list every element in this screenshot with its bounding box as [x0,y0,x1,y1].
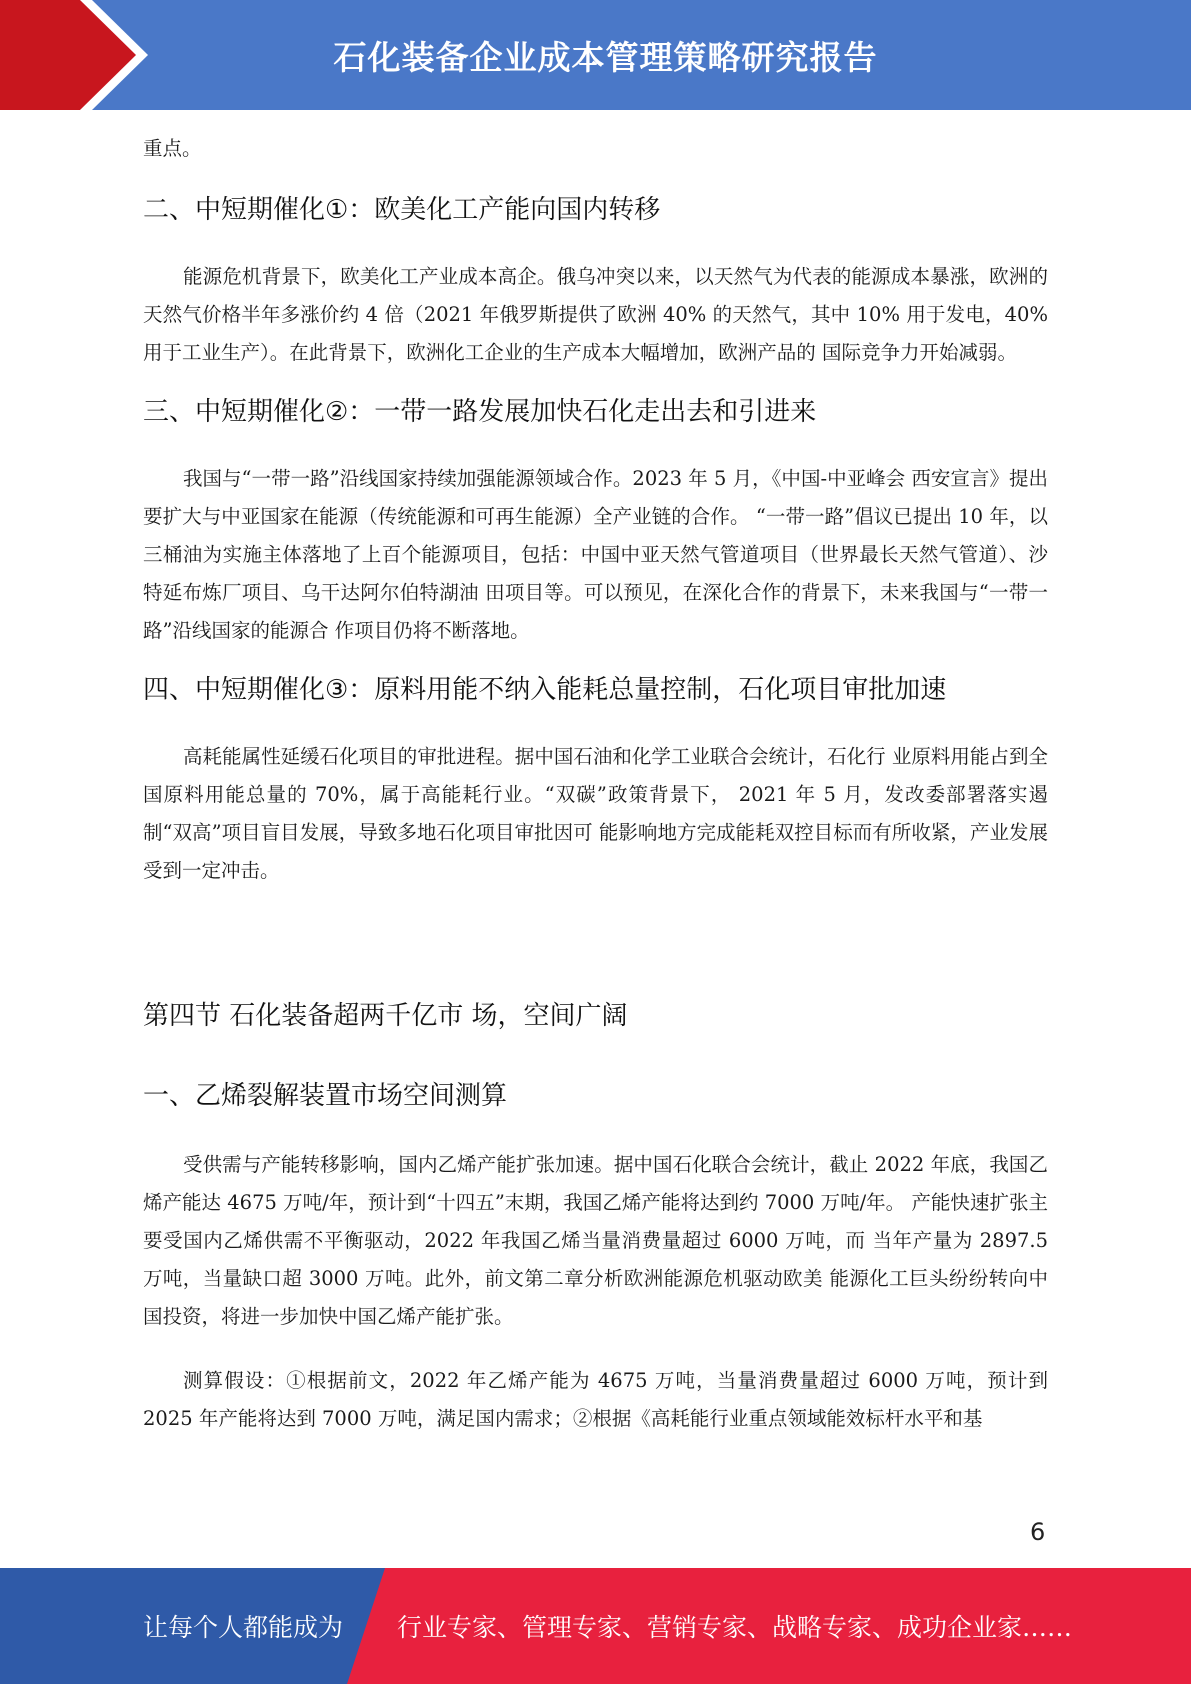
paragraph-assumptions: 测算假设：①根据前文，2022 年乙烯产能为 4675 万吨，当量消费量超过 6000 万吨，预计到 2025 年产能将达到 7000 万吨，满足国内需求；②根据《高耗能行业重点领域能效标杆水平和基 [143,1369,1048,1430]
report-title: 石化装备企业成本管理策略研究报告 [333,37,878,77]
document-body [143,130,1048,1438]
heading-ethylene-market: 一、乙烯裂解装置市场空间测算 [143,1081,508,1111]
paragraph-catalyst-3: 高耗能属性延缓石化项目的审批进程。据中国石油和化学工业联合会统计，石化行 业原料用能占到全国原料用能总量的 70%，属于高能耗行业。“双碳”政策背景下， 2021 年 5 月，发改委部署落实遏制“双高”项目盲目发展，导致多地石化项目审批因可 能影响地方完成能耗双控目标而有所收紧，产业发展受到一定冲击。 [143,745,1048,882]
heading-catalyst-2: 三、中短期催化②：一带一路发展加快石化走出去和引进来 [143,397,817,427]
heading-catalyst-3: 四、中短期催化③：原料用能不纳入能耗总量控制，石化项目审批加速 [143,675,947,705]
paragraph-ethylene-1: 受供需与产能转移影响，国内乙烯产能扩张加速。据中国石化联合会统计，截止 2022 年底，我国乙烯产能达 4675 万吨/年，预计到“十四五”末期，我国乙烯产能将达到约 7000 万吨/年。 产能快速扩张主要受国内乙烯供需不平衡驱动，2022 年我国乙烯当量消费量超过 6000 万吨，而 当年产量为 2897.5 万吨，当量缺口超 3000 万吨。此外，前文第二章分析欧洲能源危机驱动欧美 能源化工巨头纷纷转向中国投资，将进一步加快中国乙烯产能扩张。 [143,1153,1048,1328]
heading-catalyst-1: 二、中短期催化①：欧美化工产能向国内转移 [143,195,661,225]
page-header [0,0,1191,110]
page-number: 6 [1030,1518,1046,1546]
footer-slogan-left: 让每个人都能成为 [143,1613,344,1642]
paragraph-catalyst-2: 我国与“一带一路”沿线国家持续加强能源领域合作。2023 年 5 月，《中国-中亚峰会 西安宣言》提出要扩大与中亚国家在能源（传统能源和可再生能源）全产业链的合作。 “一带一路”倡议已提出 10 年，以三桶油为实施主体落地了上百个能源项目，包括：中国中亚天然气管道项目（世界最长天然气管道）、沙特延布炼厂项目、乌干达阿尔伯特湖油 田项目等。可以预见，在深化合作的背景下，未来我国与“一带一路”沿线国家的能源合 作项目仍将不断落地。 [143,467,1048,642]
paragraph-catalyst-1: 能源危机背景下，欧美化工产业成本高企。俄乌冲突以来，以天然气为代表的能源成本暴涨，欧洲的天然气价格半年多涨价约 4 倍（2021 年俄罗斯提供了欧洲 40% 的天然气，其中 10% 用于发电，40% 用于工业生产）。在此背景下，欧洲化工企业的生产成本大幅增加，欧洲产品的 国际竞争力开始减弱。 [143,265,1048,364]
paragraph-continuation: 重点。 [143,137,202,160]
section-heading: 第四节 石化装备超两千亿市 场，空间广阔 [143,1001,628,1031]
footer-slogan-right: 行业专家、管理专家、营销专家、战略专家、成功企业家…… [397,1613,1073,1642]
page-footer [0,1568,1191,1684]
